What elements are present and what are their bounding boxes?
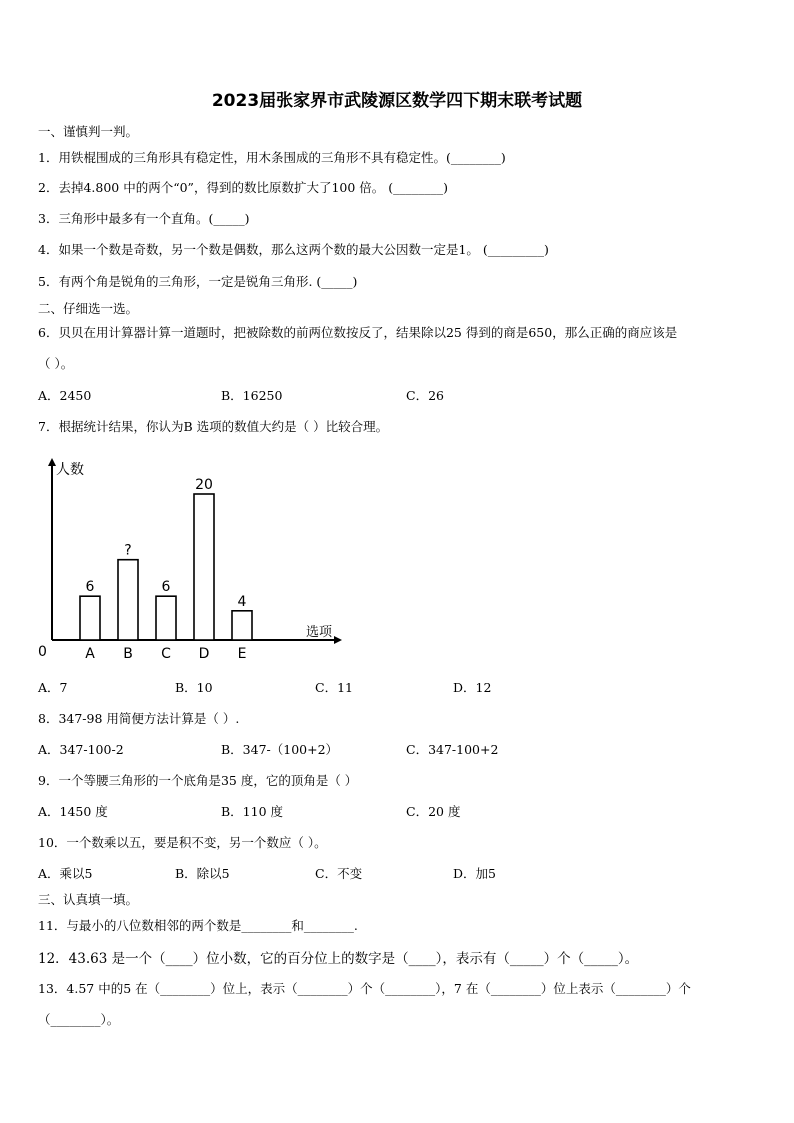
- question-9: 9．一个等腰三角形的一个底角是35 度，它的顶角是（ ）: [38, 773, 358, 788]
- bar-d: [194, 494, 214, 640]
- q10-option-c: C．不变: [315, 866, 363, 881]
- question-6-line-2: （ ）。: [38, 356, 74, 371]
- q6-option-c: C．26: [406, 388, 444, 403]
- tick-label-d: D: [198, 646, 210, 662]
- q7-option-c: C．11: [315, 680, 353, 695]
- q6-option-a: A．2450: [38, 388, 92, 403]
- question-7: 7．根据统计结果，你认为B 选项的数值大约是（ ）比较合理。: [38, 419, 389, 434]
- question-10: 10．一个数乘以五，要是积不变，另一个数应（ ）。: [38, 835, 327, 850]
- q10-option-d: D．加5: [453, 866, 496, 881]
- section-1-heading: 一、谨慎判一判。: [38, 124, 139, 139]
- q6-option-b: B．16250: [221, 388, 283, 403]
- question-5: 5．有两个角是锐角的三角形，一定是锐角三角形. (_____): [38, 274, 358, 289]
- x-axis-label: 选项: [306, 625, 333, 640]
- question-12: 12．43.63 是一个（____）位小数，它的百分位上的数字是（____），表示有（_____）个（_____）。: [38, 951, 639, 967]
- data-label-b: ?: [124, 542, 132, 559]
- page-title: 2023届张家界市武陵源区数学四下期末联考试题: [211, 91, 583, 111]
- question-13-line-1: 13．4.57 中的5 在（________）位上，表示（________）个（________），7 在（________）位上表示（________）个: [38, 981, 691, 996]
- q7-option-a: A．7: [38, 680, 68, 695]
- data-label-a: 6: [85, 579, 95, 596]
- bar-b: [118, 560, 138, 640]
- question-8: 8．347-98 用简便方法计算是（ ）.: [38, 711, 240, 726]
- q9-option-b: B．110 度: [221, 804, 284, 819]
- bar-e: [232, 611, 252, 640]
- q7-option-b: B．10: [175, 680, 213, 695]
- tick-label-a: A: [85, 646, 95, 662]
- q10-option-a: A．乘以5: [38, 866, 93, 881]
- data-label-d: 20: [195, 477, 213, 493]
- q10-option-b: B．除以5: [175, 866, 230, 881]
- q8-option-b: B．347-（100+2）: [221, 742, 339, 757]
- x-axis-arrow: [334, 636, 342, 644]
- q9-option-c: C．20 度: [406, 804, 461, 819]
- q8-option-c: C．347-100+2: [406, 742, 499, 757]
- question-3: 3．三角形中最多有一个直角。(_____): [38, 211, 250, 226]
- tick-label-c: C: [161, 646, 171, 662]
- data-label-c: 6: [161, 579, 171, 596]
- section-2-heading: 二、仔细选一选。: [38, 301, 139, 316]
- q7-option-d: D．12: [453, 680, 492, 695]
- question-4: 4．如果一个数是奇数，另一个数是偶数，那么这两个数的最大公因数一定是1。 (_________): [38, 242, 549, 257]
- q8-option-a: A．347-100-2: [38, 742, 124, 757]
- bar-c: [156, 596, 176, 640]
- origin-label: 0: [38, 644, 47, 660]
- q9-option-a: A．1450 度: [38, 804, 108, 819]
- section-3-heading: 三、认真填一填。: [38, 892, 139, 907]
- tick-label-b: B: [123, 646, 133, 662]
- data-label-e: 4: [237, 593, 247, 610]
- y-axis-arrow: [48, 458, 56, 466]
- question-11: 11．与最小的八位数相邻的两个数是________和________.: [38, 918, 358, 933]
- bar-a: [80, 596, 100, 640]
- tick-label-e: E: [237, 646, 247, 662]
- question-6-line-1: 6．贝贝在用计算器计算一道题时，把被除数的前两位数按反了，结果除以25 得到的商是650，那么正确的商应该是: [38, 325, 678, 340]
- y-axis-label: 人数: [56, 462, 84, 478]
- bar-chart: [30, 450, 360, 670]
- question-2: 2．去掉4.800 中的两个“0”，得到的数比原数扩大了100 倍。 (________): [38, 180, 449, 195]
- question-1: 1．用铁棍围成的三角形具有稳定性，用木条围成的三角形不具有稳定性。(________): [38, 150, 506, 165]
- question-13-line-2: （________）。: [38, 1012, 120, 1027]
